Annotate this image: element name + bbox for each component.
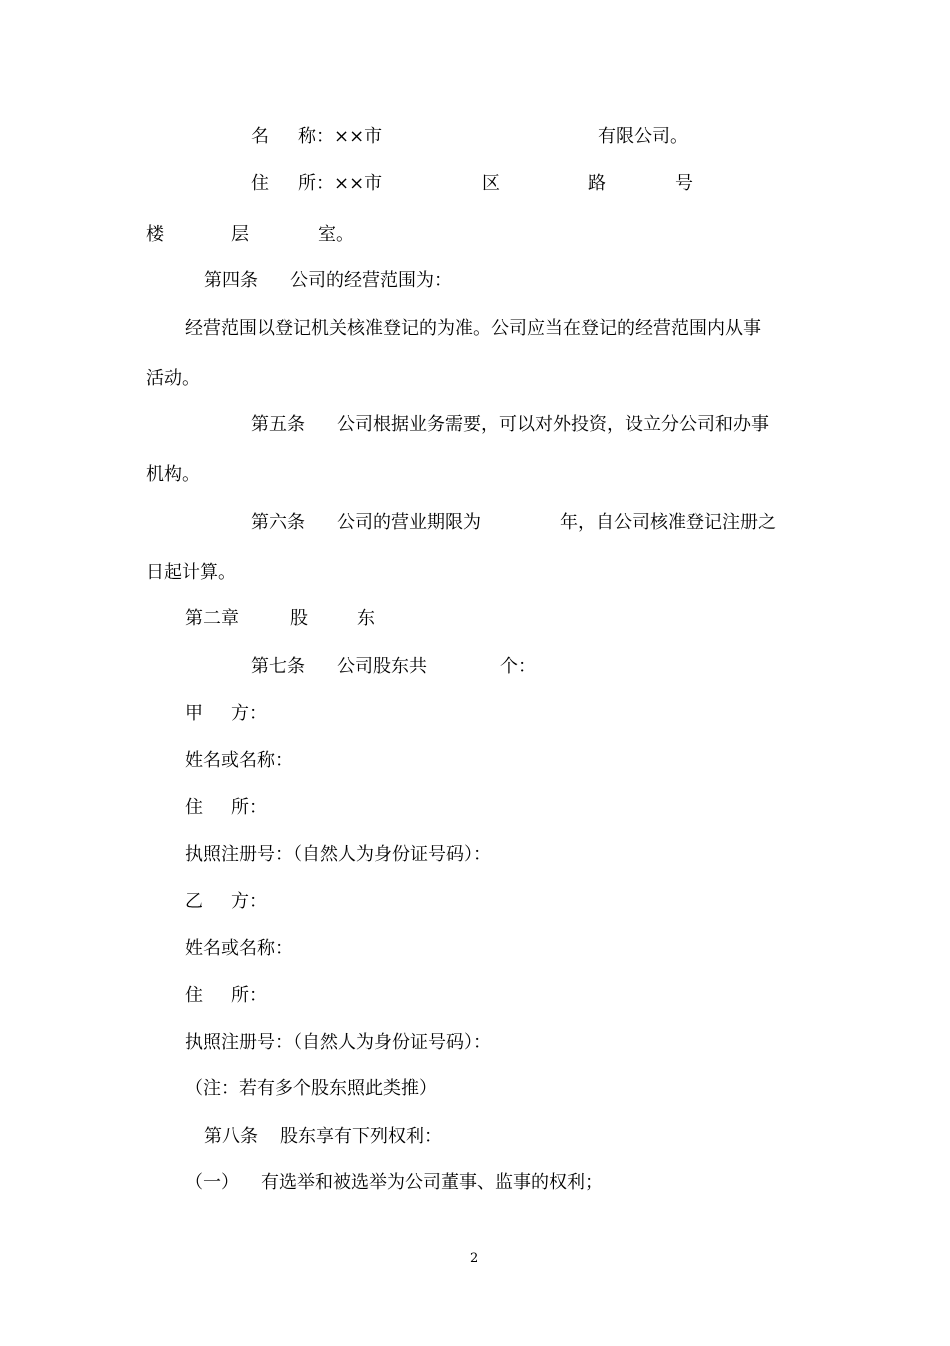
- article-7-text: 公司股东共: [337, 656, 427, 677]
- address-number: 号: [675, 173, 693, 194]
- article-6-cont: 日起计算。: [146, 562, 236, 583]
- article-5-text: 公司根据业务需要，可以对外投资，设立分公司和办事: [337, 414, 769, 435]
- party-a-label-2: 方：: [231, 703, 267, 724]
- scope-text-1: 经营范围以登记机关核准登记的为准。公司应当在登记的经营范围内从事: [185, 318, 761, 339]
- address-road: 路: [588, 173, 606, 194]
- party-b-label-1: 乙: [185, 891, 203, 912]
- page-number: 2: [470, 1251, 479, 1266]
- article-6-text-2: 年，自公司核准登记注册之: [560, 512, 776, 533]
- article-5-cont: 机构。: [146, 464, 200, 485]
- address-label-1: 住: [251, 173, 269, 194]
- chapter-2-label: 第二章: [185, 608, 239, 629]
- article-8-label: 第八条: [204, 1126, 258, 1147]
- party-b-address-1: 住: [185, 985, 203, 1006]
- party-b-name: 姓名或名称：: [185, 938, 293, 959]
- chapter-2-title-1: 股: [290, 608, 308, 629]
- address-floor: 层: [231, 224, 249, 245]
- party-b-label-2: 方：: [231, 891, 267, 912]
- right-1-label: （一）: [185, 1172, 239, 1193]
- article-7-text-2: 个：: [500, 656, 536, 677]
- article-8-text: 股东享有下列权利：: [280, 1126, 442, 1147]
- article-7-label: 第七条: [251, 656, 305, 677]
- note-text: （注：若有多个股东照此类推）: [185, 1078, 437, 1099]
- party-a-address-1: 住: [185, 797, 203, 818]
- article-6-text: 公司的营业期限为: [337, 512, 481, 533]
- party-a-label-1: 甲: [185, 703, 203, 724]
- party-a-address-2: 所：: [231, 797, 267, 818]
- party-a-license: 执照注册号：（自然人为身份证号码）：: [185, 844, 491, 865]
- name-suffix: 有限公司。: [598, 126, 688, 147]
- address-label-2: 所：××市: [298, 173, 383, 194]
- scope-text-2: 活动。: [146, 368, 200, 389]
- address-building: 楼: [146, 224, 164, 245]
- chapter-2-title-2: 东: [357, 608, 375, 629]
- article-6-label: 第六条: [251, 512, 305, 533]
- party-a-name: 姓名或名称：: [185, 750, 293, 771]
- article-4-label: 第四条: [204, 270, 258, 291]
- article-5-label: 第五条: [251, 414, 305, 435]
- article-4-text: 公司的经营范围为：: [290, 270, 452, 291]
- party-b-address-2: 所：: [231, 985, 267, 1006]
- party-b-license: 执照注册号：（自然人为身份证号码）：: [185, 1032, 491, 1053]
- address-district: 区: [482, 173, 500, 194]
- name-label-1: 名: [251, 126, 269, 147]
- name-label-2: 称：××市: [298, 126, 383, 147]
- right-1-text: 有选举和被选举为公司董事、监事的权利；: [261, 1172, 603, 1193]
- address-room: 室。: [318, 224, 354, 245]
